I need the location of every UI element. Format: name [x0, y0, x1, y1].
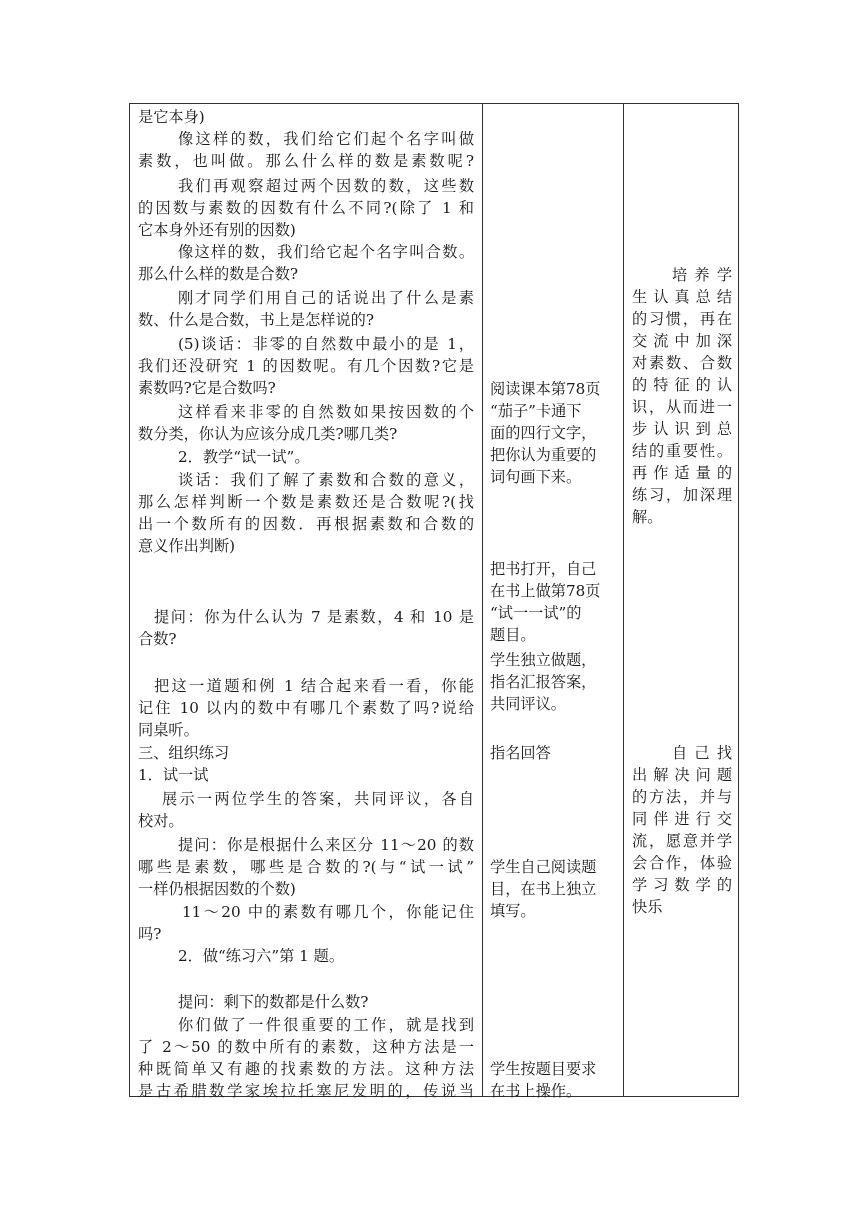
text-line: 培养学 [672, 266, 732, 284]
text-line: 学生按题目要求 [490, 1060, 597, 1078]
text-line: 学生独立做题， [490, 651, 597, 669]
text-line: 同伴进行交 [632, 810, 732, 828]
text-line: 结的重要性。 [632, 442, 732, 460]
text-line: 吗? [138, 925, 162, 943]
text-line: 学习数学的 [632, 876, 732, 894]
section-heading: 三、组织练习 [138, 744, 230, 762]
text-line: 2．做“练习六”第 1 题。 [178, 947, 345, 965]
text-line: 指名回答 [490, 744, 551, 762]
text-line: 提问：你是根据什么来区分 11～20 的数 [178, 836, 474, 854]
text-line: 11～20 中的素数有哪几个，你能记住 [182, 903, 474, 921]
text-line: 快乐 [632, 898, 663, 916]
text-line: 我们再观察超过两个因数的数，这些数 [178, 177, 474, 195]
text-line: 的方法，并与 [632, 788, 732, 806]
text-line: 把这一道题和例 1 结合起来看一看，你能 [154, 677, 474, 695]
text-line: 那么怎样判断一个数是素数还是合数呢?(找 [138, 493, 474, 511]
text-line: 的习惯，再在 [632, 310, 732, 328]
text-line: “茄子”卡通下 [490, 402, 582, 420]
text-line: 目，在书上独立 [490, 880, 597, 898]
text-line: 种既简单又有趣的找素数的方法。这种方法 [138, 1060, 474, 1078]
student-activity-column [482, 104, 624, 1100]
text-line: 同桌听。 [138, 721, 199, 739]
text-line: 数分类，你认为应该分成几类?哪几类? [138, 425, 398, 443]
text-line: 素数，也叫做。那么什么样的数是素数呢? [138, 152, 474, 170]
text-line: 对素数、合数 [632, 354, 732, 372]
text-line: 的特征的认 [632, 376, 732, 394]
text-line: 出解决问题 [632, 766, 732, 784]
text-line: 那么什么样的数是合数? [138, 265, 299, 283]
text-line: 识，从而进一 [632, 398, 732, 416]
teaching-process-column [130, 104, 483, 1100]
text-line: 填写。 [490, 902, 536, 920]
text-line: 刚才同学们用自己的话说出了什么是素 [178, 289, 474, 307]
text-line: 流，愿意并学 [632, 832, 732, 850]
text-line: 是它本身) [138, 108, 205, 126]
text-line: (5)谈话：非零的自然数中最小的是 1， [178, 335, 474, 353]
text-line: 它本身外还有别的因数) [138, 221, 296, 239]
text-line: 提问：你为什么认为 7 是素数，4 和 10 是 [154, 608, 474, 626]
text-line: 像这样的数，我们给它们起个名字叫做 [178, 130, 474, 148]
text-line: 谈话：我们了解了素数和合数的意义， [178, 471, 474, 489]
text-line: 像这样的数，我们给它起个名字叫合数。 [178, 243, 474, 261]
text-line: 题目。 [490, 626, 536, 644]
text-line: 交流中加深 [632, 332, 732, 350]
text-line: 哪些是素数，哪些是合数的?(与“试一试” [138, 858, 474, 876]
text-line: 记住 10 以内的数中有哪几个素数了吗?说给 [138, 699, 474, 717]
subsection-heading: 1．试一试 [138, 766, 209, 784]
text-line: 阅读课本第78页 [490, 380, 601, 398]
text-line: 校对。 [138, 812, 184, 830]
text-line: 2．教学“试一试”。 [178, 448, 310, 466]
text-line: 学生自己阅读题 [490, 858, 597, 876]
text-line: 了 2～50 的数中所有的素数，这种方法是一 [138, 1038, 474, 1056]
text-line: 提问：剩下的数都是什么数? [178, 993, 369, 1011]
text-line: 再作适量的 [632, 464, 732, 482]
text-line: 素数吗?它是合数吗? [138, 379, 276, 397]
text-line: 生认真总结 [632, 288, 732, 306]
text-line: “试一一试”的 [490, 604, 582, 622]
text-line: 是古希腊数学家埃拉托塞尼发明的，传说当 [138, 1082, 474, 1100]
text-line: 词句画下来。 [490, 468, 582, 486]
text-line: 展示一两位学生的答案，共同评议，各自 [162, 790, 474, 808]
text-line: 会合作，体验 [632, 854, 732, 872]
text-line: 你们做了一件很重要的工作，就是找到 [178, 1016, 474, 1034]
text-line: 自己找 [672, 744, 732, 762]
text-line: 把书打开，自己 [490, 560, 597, 578]
text-line: 面的四行文字， [490, 424, 597, 442]
text-line: 意义作出判断) [138, 537, 236, 555]
text-line: 练习，加深理 [632, 486, 732, 504]
text-line: 在书上做第78页 [490, 582, 601, 600]
text-line: 这样看来非零的自然数如果按因数的个 [178, 403, 474, 421]
text-line: 合数? [138, 630, 177, 648]
text-line: 的因数与素数的因数有什么不同?(除了 1 和 [138, 199, 474, 217]
design-intent-column [623, 104, 738, 1096]
text-line: 把你认为重要的 [490, 446, 597, 464]
text-line: 数、什么是合数，书上是怎样说的? [138, 311, 374, 329]
text-line: 步认识到总 [632, 420, 732, 438]
text-line: 在书上操作。 [490, 1082, 582, 1100]
text-line: 共同评议。 [490, 695, 566, 713]
text-line: 我们还没研究 1 的因数呢。有几个因数?它是 [138, 357, 474, 375]
text-line: 一样仍根据因数的个数) [138, 880, 296, 898]
text-line: 出一个数所有的因数．再根据素数和合数的 [138, 515, 474, 533]
text-line: 指名汇报答案， [490, 673, 597, 691]
lesson-plan-table [129, 103, 739, 1100]
text-line: 解。 [632, 508, 663, 526]
